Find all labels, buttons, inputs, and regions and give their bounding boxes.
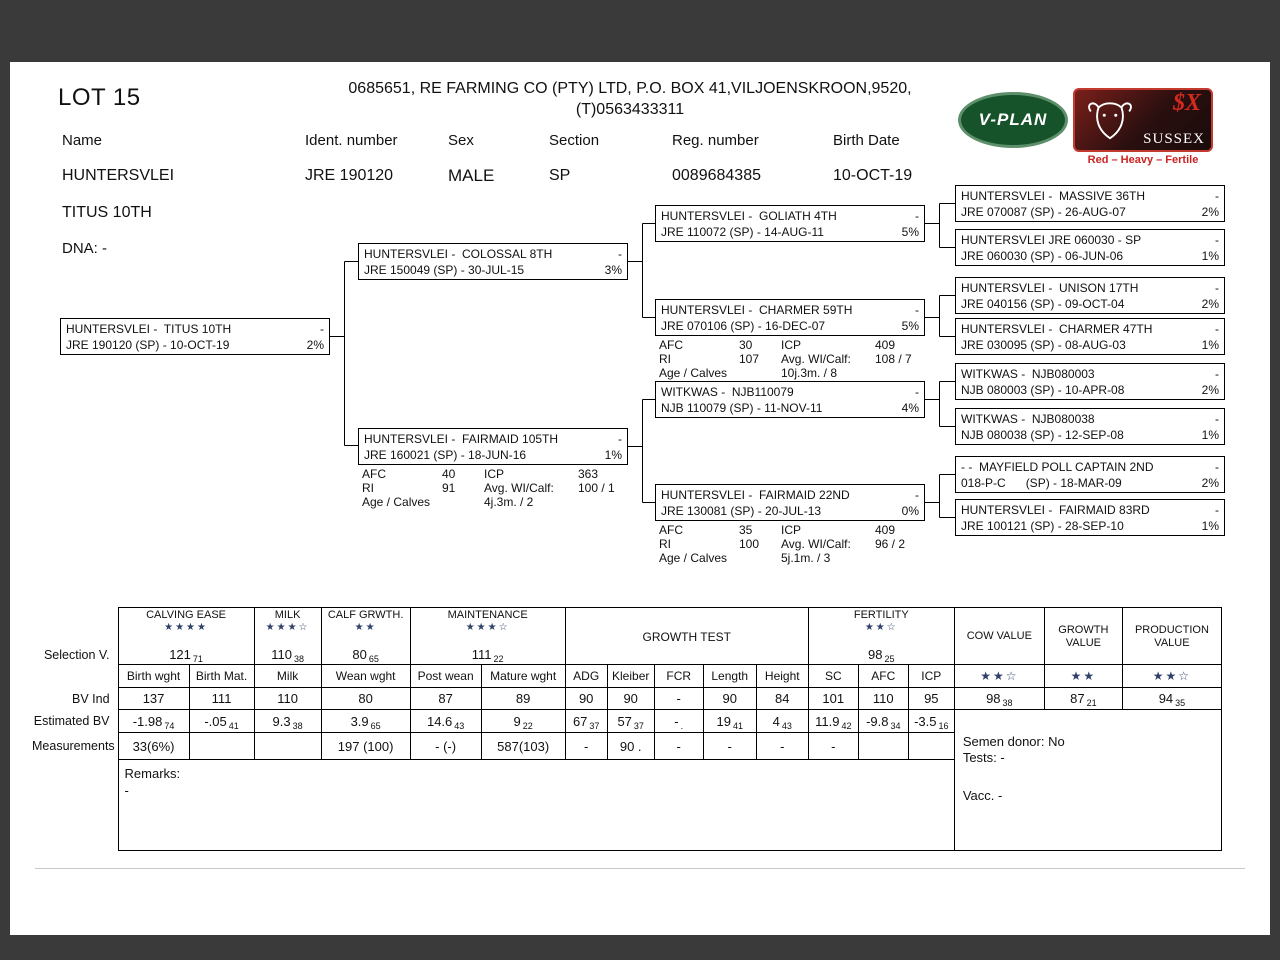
- dash: -: [1215, 281, 1219, 295]
- accuracy: 74: [164, 720, 175, 731]
- estimated-bv-cell: [254, 710, 321, 733]
- selection-maintenance: [410, 645, 565, 665]
- accuracy: 42: [841, 720, 852, 731]
- row-label-selection: Selection V.: [43, 647, 110, 662]
- inbreeding-pct: 4%: [901, 401, 919, 415]
- ggp-name: HUNTERSVLEI JRE 060030 - SP: [961, 233, 1142, 247]
- accuracy: 25: [884, 654, 895, 664]
- accuracy: 16: [938, 720, 949, 731]
- field-label-reg: Reg. number: [672, 132, 759, 149]
- stat-cell: AFC: [362, 467, 386, 481]
- stat-cell: 409: [875, 338, 896, 352]
- sire-reg: JRE 150049 (SP) - 30-JUL-15: [364, 263, 525, 277]
- col-header: SC: [808, 665, 858, 688]
- estimated-bv-cell: [654, 710, 703, 733]
- gp-name: HUNTERSVLEI - FAIRMAID 22ND: [661, 488, 850, 502]
- pedigree-dam-box: [358, 428, 628, 465]
- estimated-bv-cell: [756, 710, 808, 733]
- value: 110: [271, 647, 292, 662]
- accuracy: 22: [522, 720, 533, 731]
- bv-ind-cell: -: [654, 688, 703, 710]
- pedigree-ggp5-box: [955, 363, 1225, 400]
- pedigree-subject-box: [60, 318, 330, 355]
- value: 11.9: [815, 713, 840, 729]
- production-value-index: [1122, 688, 1221, 710]
- sussex-sx-text: $X: [1172, 90, 1201, 116]
- accuracy: 37: [633, 720, 644, 731]
- col-header: Post wean: [410, 665, 481, 688]
- field-label-sex: Sex: [448, 132, 474, 149]
- value: 80: [352, 647, 367, 662]
- ggp-name: HUNTERSVLEI - UNISON 17TH: [961, 281, 1139, 295]
- growth-value-stars: ★★: [1044, 665, 1122, 688]
- measurement-cell: 90 .: [607, 733, 654, 760]
- group-label: CALF GRWTH.: [327, 609, 404, 621]
- production-value-stars: ★★☆: [1122, 665, 1221, 688]
- stat-cell: AFC: [659, 338, 683, 352]
- stat-cell: ICP: [781, 523, 802, 537]
- dash: -: [618, 247, 622, 261]
- pedigree-gp4-box: [655, 484, 925, 521]
- estimated-bv-cell: [607, 710, 654, 733]
- group-label: MAINTENANCE: [447, 609, 528, 621]
- remarks-cell: [118, 760, 954, 851]
- col-header: Mature wght: [481, 665, 565, 688]
- semen-donor-text: Semen donor: No: [962, 734, 1065, 749]
- ggp-reg: JRE 060030 (SP) - 06-JUN-06: [961, 249, 1124, 263]
- bv-ind-cell: 89: [481, 688, 565, 710]
- gp4-stats: [659, 523, 933, 565]
- ggp-reg: JRE 030095 (SP) - 08-AUG-03: [961, 338, 1126, 352]
- stat-cell: Age / Calves: [362, 495, 431, 509]
- inbreeding-pct: 2%: [306, 338, 324, 352]
- col-header: Birth wght: [118, 665, 189, 688]
- value: 98: [986, 691, 1001, 706]
- ggp-name: WITKWAS - NJB080038: [961, 412, 1095, 426]
- semen-info-cell: [954, 710, 1221, 851]
- header-production-value: PRODUCTION VALUE: [1122, 608, 1221, 665]
- gp-name: HUNTERSVLEI - CHARMER 59TH: [661, 303, 853, 317]
- inbreeding-pct: 0%: [901, 504, 919, 518]
- group-maintenance: [410, 608, 565, 646]
- ggp-name: HUNTERSVLEI - CHARMER 47TH: [961, 322, 1153, 336]
- dash: -: [1215, 189, 1219, 203]
- selection-calf-growth: [321, 645, 410, 665]
- value: 111: [471, 647, 492, 662]
- value: -1.98: [132, 713, 163, 729]
- dash: -: [320, 322, 324, 336]
- ident-number: JRE 190120: [305, 167, 394, 184]
- catalog-page: [10, 62, 1270, 935]
- accuracy: 65: [370, 720, 381, 731]
- measurement-cell: -: [654, 733, 703, 760]
- value: -: [674, 713, 679, 729]
- inbreeding-pct: 2%: [1201, 205, 1219, 219]
- col-header: AFC: [858, 665, 908, 688]
- estimated-bv-cell: [189, 710, 254, 733]
- bull-head-icon: [1081, 98, 1139, 144]
- stat-cell: [875, 366, 933, 380]
- measurement-cell: 197 (100): [321, 733, 410, 760]
- stat-cell: 35: [739, 523, 753, 537]
- group-label: MILK: [274, 609, 301, 621]
- pedigree-ggp4-box: [955, 318, 1225, 355]
- stat-cell: 100 / 1: [578, 481, 615, 495]
- row-label-bv-ind: BV Ind: [72, 691, 110, 706]
- dash: -: [915, 488, 919, 502]
- gp-reg: JRE 110072 (SP) - 14-AUG-11: [661, 225, 824, 239]
- spacer-cell: [30, 665, 118, 688]
- value: 9: [513, 713, 521, 729]
- growth-value-index: [1044, 688, 1122, 710]
- accuracy: 41: [228, 720, 239, 731]
- dash: -: [618, 432, 622, 446]
- accuracy: 38: [292, 720, 303, 731]
- inbreeding-pct: 2%: [1201, 383, 1219, 397]
- stat-cell: 107: [739, 352, 760, 366]
- value: 94: [1158, 691, 1174, 706]
- col-header: ADG: [565, 665, 607, 688]
- measurement-cell: [254, 733, 321, 760]
- dash: -: [915, 385, 919, 399]
- measurement-cell: [858, 733, 908, 760]
- inbreeding-pct: 1%: [1201, 428, 1219, 442]
- estimated-bv-cell: [565, 710, 607, 733]
- bv-ind-cell: 84: [756, 688, 808, 710]
- col-header: FCR: [654, 665, 703, 688]
- dash: -: [915, 209, 919, 223]
- pedigree-ggp6-box: [955, 408, 1225, 445]
- owner-address-line2: (T)0563433311: [575, 101, 685, 118]
- estimated-bv-cell: [808, 710, 858, 733]
- dash: -: [1215, 233, 1219, 247]
- col-header: Birth Mat.: [189, 665, 254, 688]
- value: 9.3: [272, 713, 291, 729]
- accuracy: 34: [890, 720, 901, 731]
- ggp-reg: 018-P-C (SP) - 18-MAR-09: [961, 476, 1122, 490]
- star-rating: ★★★☆: [465, 622, 510, 633]
- accuracy: 22: [493, 654, 504, 664]
- inbreeding-pct: 1%: [1201, 249, 1219, 263]
- measurement-cell: [908, 733, 954, 760]
- ggp-name: HUNTERSVLEI - MASSIVE 36TH: [961, 189, 1146, 203]
- value: -.05: [204, 713, 227, 729]
- gp2-stats: [659, 338, 933, 380]
- owner-address: [300, 78, 960, 120]
- bv-ind-cell: 101: [808, 688, 858, 710]
- sussex-word: SUSSEX: [1143, 131, 1205, 147]
- pedigree-sire-box: [358, 243, 628, 280]
- group-fertility: [808, 608, 954, 646]
- gp-reg: NJB 110079 (SP) - 11-NOV-11: [661, 401, 823, 415]
- remarks-value: -: [124, 783, 129, 798]
- col-header: Length: [703, 665, 756, 688]
- dash: -: [1215, 503, 1219, 517]
- vacc-text: Vacc. -: [962, 788, 1003, 803]
- measurement-cell: -: [565, 733, 607, 760]
- group-label: FERTILITY: [853, 609, 909, 621]
- bv-ind-cell: 110: [858, 688, 908, 710]
- stat-cell: 91: [442, 481, 456, 495]
- stat-cell: 108 / 7: [875, 352, 912, 366]
- field-label-section: Section: [549, 132, 600, 149]
- stat-cell: Avg. WI/Calf:: [781, 352, 851, 366]
- accuracy: 37: [589, 720, 600, 731]
- ggp-reg: JRE 100121 (SP) - 28-SEP-10: [961, 519, 1124, 533]
- stat-cell: [739, 551, 781, 565]
- star-rating: ★★☆: [864, 622, 898, 633]
- group-milk: [254, 608, 321, 646]
- dash: -: [1215, 367, 1219, 381]
- star-rating: ★★★★: [164, 622, 208, 633]
- accuracy: 38: [1002, 698, 1013, 708]
- pedigree-ggp2-box: [955, 229, 1225, 266]
- owner-address-line1: 0685651, RE FARMING CO (PTY) LTD, P.O. BOX 41,VILJOENSKROON,9520,: [348, 80, 912, 97]
- measurement-cell: 33(6%): [118, 733, 189, 760]
- gp-name: WITKWAS - NJB110079: [661, 385, 794, 399]
- inbreeding-pct: 3%: [604, 263, 622, 277]
- accuracy: .: [680, 720, 684, 731]
- ggp-reg: NJB 080038 (SP) - 12-SEP-08: [961, 428, 1124, 442]
- estimated-bv-cell: [703, 710, 756, 733]
- ggp-name: WITKWAS - NJB080003: [961, 367, 1095, 381]
- bv-ind-cell: 95: [908, 688, 954, 710]
- col-header: Milk: [254, 665, 321, 688]
- selection-milk: [254, 645, 321, 665]
- stat-cell: [739, 366, 781, 380]
- pedigree-gp3-box: [655, 381, 925, 418]
- stat-cell: [875, 551, 933, 565]
- value: 14.6: [426, 713, 453, 729]
- dash: -: [1215, 460, 1219, 474]
- field-label-ident: Ident. number: [305, 132, 398, 149]
- dash: -: [1215, 322, 1219, 336]
- pedigree-ggp7-box: [955, 456, 1225, 493]
- spacer-cell: [30, 760, 118, 851]
- value: 87: [1070, 691, 1085, 706]
- value: 19: [716, 713, 731, 729]
- inbreeding-pct: 1%: [1201, 519, 1219, 533]
- value: 4: [772, 713, 780, 729]
- spacer-cell: [30, 608, 118, 646]
- stat-cell: 30: [739, 338, 753, 352]
- stat-cell: 363: [578, 467, 599, 481]
- ggp-name: - - MAYFIELD POLL CAPTAIN 2ND: [961, 460, 1154, 474]
- value: 121: [169, 647, 191, 662]
- dna-value: DNA: -: [62, 240, 107, 257]
- estimated-bv-cell: [908, 710, 954, 733]
- remarks-label: Remarks:: [124, 766, 181, 781]
- estimated-bv-cell: [858, 710, 908, 733]
- inbreeding-pct: 5%: [901, 225, 919, 239]
- bv-ind-cell: 111: [189, 688, 254, 710]
- pedigree-gp1-box: [655, 205, 925, 242]
- group-label: CALVING EASE: [146, 609, 226, 621]
- footer-divider: [35, 868, 1245, 869]
- stat-cell: 96 / 2: [875, 537, 906, 551]
- dash: -: [1215, 412, 1219, 426]
- accuracy: 35: [1175, 698, 1186, 708]
- accuracy: 41: [732, 720, 743, 731]
- animal-name: HUNTERSVLEI: [62, 167, 175, 184]
- gp-reg: JRE 070106 (SP) - 16-DEC-07: [661, 319, 826, 333]
- measurement-cell: 587(103): [481, 733, 565, 760]
- bv-ind-cell: 90: [607, 688, 654, 710]
- stat-cell: 4j.3m. / 2: [484, 495, 534, 509]
- cow-value-stars: ★★☆: [954, 665, 1044, 688]
- inbreeding-pct: 2%: [1201, 297, 1219, 311]
- sire-name: HUNTERSVLEI - COLOSSAL 8TH: [364, 247, 553, 261]
- v-plan-logo: [958, 92, 1068, 148]
- stat-cell: Age / Calves: [659, 366, 728, 380]
- field-label-birthdate: Birth Date: [833, 132, 900, 149]
- stat-cell: 409: [875, 523, 896, 537]
- bv-ind-cell: 137: [118, 688, 189, 710]
- estimated-bv-cell: [481, 710, 565, 733]
- estimated-bv-cell: [321, 710, 410, 733]
- bv-ind-cell: 90: [565, 688, 607, 710]
- inbreeding-pct: 1%: [604, 448, 622, 462]
- stat-cell: 40: [442, 467, 456, 481]
- pedigree-ggp1-box: [955, 185, 1225, 222]
- accuracy: 43: [781, 720, 792, 731]
- header-cow-value: COW VALUE: [954, 608, 1044, 665]
- value: 98: [868, 647, 883, 662]
- dash: -: [915, 303, 919, 317]
- ggp-reg: NJB 080003 (SP) - 10-APR-08: [961, 383, 1125, 397]
- inbreeding-pct: 1%: [1201, 338, 1219, 352]
- measurement-cell: - (-): [410, 733, 481, 760]
- v-plan-logo-text: V-PLAN: [978, 110, 1048, 129]
- col-header: Height: [756, 665, 808, 688]
- estimated-bv-cell: [118, 710, 189, 733]
- bv-ind-cell: 80: [321, 688, 410, 710]
- gp-name: HUNTERSVLEI - GOLIATH 4TH: [661, 209, 837, 223]
- col-header: ICP: [908, 665, 954, 688]
- accuracy: 38: [293, 654, 304, 664]
- ggp-name: HUNTERSVLEI - FAIRMAID 83RD: [961, 503, 1150, 517]
- gp-reg: JRE 130081 (SP) - 20-JUL-13: [661, 504, 822, 518]
- selection-fertility: [808, 645, 954, 665]
- estimated-bv-cell: [410, 710, 481, 733]
- selection-calving: [118, 645, 254, 665]
- stat-cell: ICP: [484, 467, 505, 481]
- breeding-values-table: [30, 607, 1222, 851]
- stat-cell: 5j.1m. / 3: [781, 551, 831, 565]
- accuracy: 43: [454, 720, 465, 731]
- pedigree-ggp8-box: [955, 499, 1225, 536]
- star-rating: ★★★☆: [265, 622, 310, 633]
- stat-cell: Age / Calves: [659, 551, 728, 565]
- stat-cell: [442, 495, 484, 509]
- value: 67: [572, 713, 588, 729]
- dam-stats: [362, 467, 636, 509]
- pedigree-gp2-box: [655, 299, 925, 336]
- inbreeding-pct: 2%: [1201, 476, 1219, 490]
- measurement-cell: -: [703, 733, 756, 760]
- star-rating: ★★: [354, 622, 377, 633]
- ggp-reg: JRE 070087 (SP) - 26-AUG-07: [961, 205, 1126, 219]
- group-calf-growth: [321, 608, 410, 646]
- measurement-cell: -: [756, 733, 808, 760]
- field-label-name: Name: [62, 132, 103, 149]
- stat-cell: Avg. WI/Calf:: [484, 481, 554, 495]
- animal-pedigree-reg: JRE 190120 (SP) - 10-OCT-19: [66, 338, 230, 352]
- inbreeding-pct: 5%: [901, 319, 919, 333]
- measurement-cell: -: [808, 733, 858, 760]
- value: 57: [617, 713, 632, 729]
- value: -3.5: [914, 713, 937, 729]
- header-growth-value: GROWTH VALUE: [1044, 608, 1122, 665]
- stat-cell: ICP: [781, 338, 802, 352]
- stat-cell: 10j.3m. / 8: [781, 366, 838, 380]
- birth-date: 10-OCT-19: [833, 167, 913, 184]
- stat-cell: RI: [362, 481, 374, 495]
- col-header: Kleiber: [607, 665, 654, 688]
- stat-cell: RI: [659, 352, 671, 366]
- stat-cell: RI: [659, 537, 671, 551]
- reg-number: 0089684385: [672, 167, 761, 184]
- stat-cell: 100: [739, 537, 760, 551]
- measurement-cell: [189, 733, 254, 760]
- sussex-logo: [1073, 88, 1213, 152]
- accuracy: 21: [1086, 698, 1097, 708]
- tests-text: Tests: -: [962, 750, 1005, 765]
- dam-name: HUNTERSVLEI - FAIRMAID 105TH: [364, 432, 559, 446]
- section-value: SP: [549, 167, 571, 184]
- col-header: Wean wght: [321, 665, 410, 688]
- group-growth-test: GROWTH TEST: [565, 608, 808, 665]
- bv-ind-cell: 87: [410, 688, 481, 710]
- group-calving-ease: [118, 608, 254, 646]
- bv-ind-cell: 90: [703, 688, 756, 710]
- value: -9.8: [866, 713, 889, 729]
- value: 3.9: [350, 713, 369, 729]
- row-label-measurements: Measurements: [32, 739, 115, 753]
- stat-cell: [578, 495, 636, 509]
- sussex-tagline: Red – Heavy – Fertile: [1087, 154, 1199, 166]
- animal-pedigree-name: HUNTERSVLEI - TITUS 10TH: [66, 322, 232, 336]
- bv-ind-cell: 110: [254, 688, 321, 710]
- stat-cell: AFC: [659, 523, 683, 537]
- accuracy: 65: [368, 654, 379, 664]
- animal-name-line2: TITUS 10TH: [62, 204, 152, 221]
- lot-number: LOT 15: [58, 84, 141, 111]
- row-label-estimated-bv: Estimated BV: [33, 714, 110, 728]
- sex-value: MALE: [448, 166, 495, 185]
- accuracy: 71: [192, 654, 203, 664]
- pedigree-ggp3-box: [955, 277, 1225, 314]
- cow-value-index: [954, 688, 1044, 710]
- ggp-reg: JRE 040156 (SP) - 09-OCT-04: [961, 297, 1125, 311]
- stat-cell: Avg. WI/Calf:: [781, 537, 851, 551]
- dam-reg: JRE 160021 (SP) - 18-JUN-16: [364, 448, 527, 462]
